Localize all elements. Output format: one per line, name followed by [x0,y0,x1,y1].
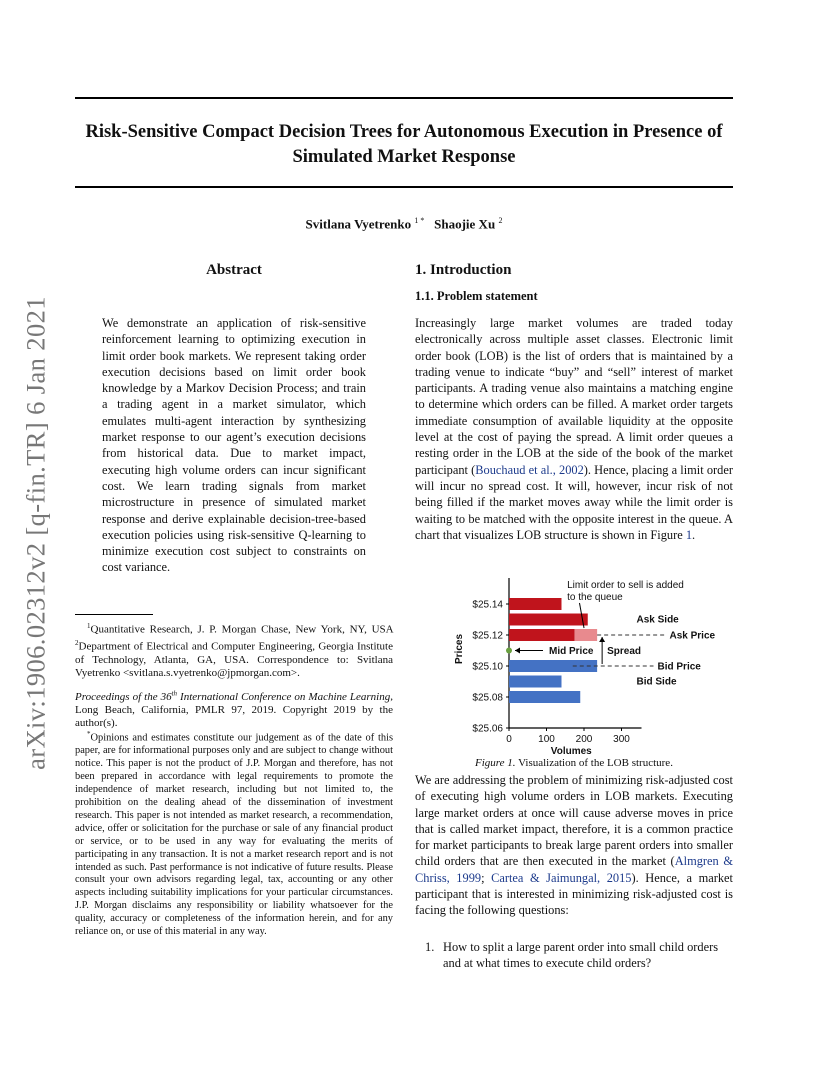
x-tick-label: 0 [506,734,512,745]
ask-bar [509,598,562,610]
ask-side-label: Ask Side [636,614,679,626]
arxiv-stamp [21,290,51,775]
list-text: How to split a large parent order into small child orders and at what times to execute child orders? [443,940,719,971]
arxiv-id: arXiv:1906.02312v2 [q-fin.TR] 6 Jan 2021 [20,295,51,770]
citation-link[interactable]: Cartea & Jaimungal, 2015 [491,870,632,885]
ask-bar [509,629,575,641]
bid-price-label: Bid Price [657,661,701,673]
y-tick-label: $25.08 [472,692,503,704]
intro-paragraph-1: Increasingly large market volumes are traded today electronically across multiple asset classes. Electronic limit order book (LOB) is the list of orders that is maintained by a trading venue to indicate “buy” and “sell” interest of market participants. A trading venue also maintains a matching engine to determine which orders can be filled. A market order targets immediate consumption of available liquidity at the opposite level at the cost of paying the spread. A limit order queues a resting order in the LOB at the side of the book of the market participant (Bouchaud et al., 2002). Hence, placing a limit order will incur no spread cost. It will, however, incur risk of not being filled if the market moves away while the limit order is waiting to be matched with the opposite interest in the queue. A chart that visualizes LOB structure is shown in Figure 1. [415,316,733,542]
x-tick-label: 200 [575,734,593,745]
abstract-heading: Abstract [206,262,262,278]
figure-ref-link[interactable]: 1 [685,527,693,542]
y-axis-title: Prices [454,633,465,665]
intro-paragraph-2: We are addressing the problem of minimizing risk-adjusted cost of executing high volume orders in LOB markets. Executing large market orders at once will cause adverse moves in price that is called market impact, therefore, it is a common practice for market participants to break large parent orders into smaller child orders that are then executed in the market (Almgren & Chriss, 1999; Cartea & Jaimungal, 2015). Hence, a market participant that is interested in minimizing risk-adjusted cost is facing the following questions: [415,773,733,918]
author-list [75,216,733,232]
paper-title: Risk-Sensitive Compact Decision Trees for Autonomous Execution in Presence of Simulated Market Response [85,122,723,167]
citation-link[interactable]: Almgren & Chriss, 1999 [415,854,733,885]
ask-bar [509,614,588,626]
list-number: 1. [425,940,435,954]
y-tick-label: $25.14 [472,599,503,611]
citation-link[interactable]: Bouchaud et al., 2002 [475,462,584,477]
lob-chart [452,578,722,760]
ask-price-label: Ask Price [669,630,716,642]
spread-arrowhead [599,637,605,642]
author-affiliation: 1 * [414,216,425,225]
abstract-text: We demonstrate an application of risk-sensitive reinforcement learning to optimizing execution in limit order book markets. We represent taking order execution decisions based on limit order book knowledge by a Markov Decision Process; and train a trading agent in a market simulator, which emulates multi-agent interaction by synthesizing market response to our agent’s execution decisions from historical data. Due to market impact, executing high volume orders can incur significant cost. We learn trading signals from market microstructure in presence of simulated market response and derive explainable decision-tree-based execution policies using risk-sensitive Q-learning to minimize execution cost subject to constraints on cost variance. [102,316,366,575]
top-rule [75,97,733,99]
added-limit-order-bar [575,629,598,641]
mid-price-label: Mid Price [549,646,594,657]
footnote-proceedings: Proceedings of the 36th International Conference on Machine Learning, Long Beach, California, PMLR 97, 2019. Copyright 2019 by the author(s). [75,689,393,729]
introduction-heading: 1. Introduction [415,262,512,278]
x-tick-label: 300 [613,734,630,745]
footnote-rule [75,614,153,615]
y-tick-label: $25.10 [472,661,503,673]
author-affiliation: 2 [498,216,503,225]
mid-price-dot [506,648,512,654]
spread-label: Spread [607,646,642,657]
title-bottom-rule [75,186,733,188]
footnote-affiliations: $^1$Quantitative Research, J. P. Morgan Chase, New York, NY, USA $^2$Department of Electrical and Computer Engineering, Georgia Institute of Technology, Atlanta, GA, USA. Correspondence to: Svitlana Vyetrenko <svitlana.s.vyetrenko@jpmorgan.com>. [75,622,393,679]
limit-order-annotation: Limit order to sell is added [567,580,684,591]
y-tick-label: $25.06 [472,723,503,735]
author-name: Svitlana Vyetrenko [305,216,412,232]
problem-statement-heading: 1.1. Problem statement [415,289,538,303]
figure-caption: Figure 1. Visualization of the LOB structure. [475,757,673,769]
bid-bar [509,676,562,688]
author-name: Shaojie Xu [434,216,496,232]
footnote-disclaimer: *Opinions and estimates constitute our judgement as of the date of this paper, are for informational purposes only and are subject to change without notice. This paper is not the product of J.P. Morgan and therefore, has not been prepared in accordance with legal requirements to promote the independence of market research, including but not limited to, the prohibition on the dealing ahead of the dissemination of investment research. This paper is not intended as market research, a recommendation, advice, offer or solicitation for the purchase or sale of any financial product or service, or to be used in any way for evaluating the merits of participating in any transaction. It is not a market research report and is not intended as such. Past performance is not indicative of future results. Please consult your own advisors regarding legal, tax, accounting or any other aspects including suitability implications for your particular circumstances. J.P. Morgan disclaims any responsibility or liability whatsoever for the quality, accuracy or completeness of the information herein, and for any reliance on, or use of this material in any way. [75,730,393,938]
limit-order-annotation: to the queue [567,592,623,603]
x-tick-label: 100 [538,734,555,745]
bid-bar [509,691,580,703]
y-tick-label: $25.12 [472,630,503,642]
bid-bar [509,660,597,672]
mid-price-arrowhead [515,648,520,654]
bid-side-label: Bid Side [636,676,677,688]
x-axis-title: Volumes [550,746,592,757]
